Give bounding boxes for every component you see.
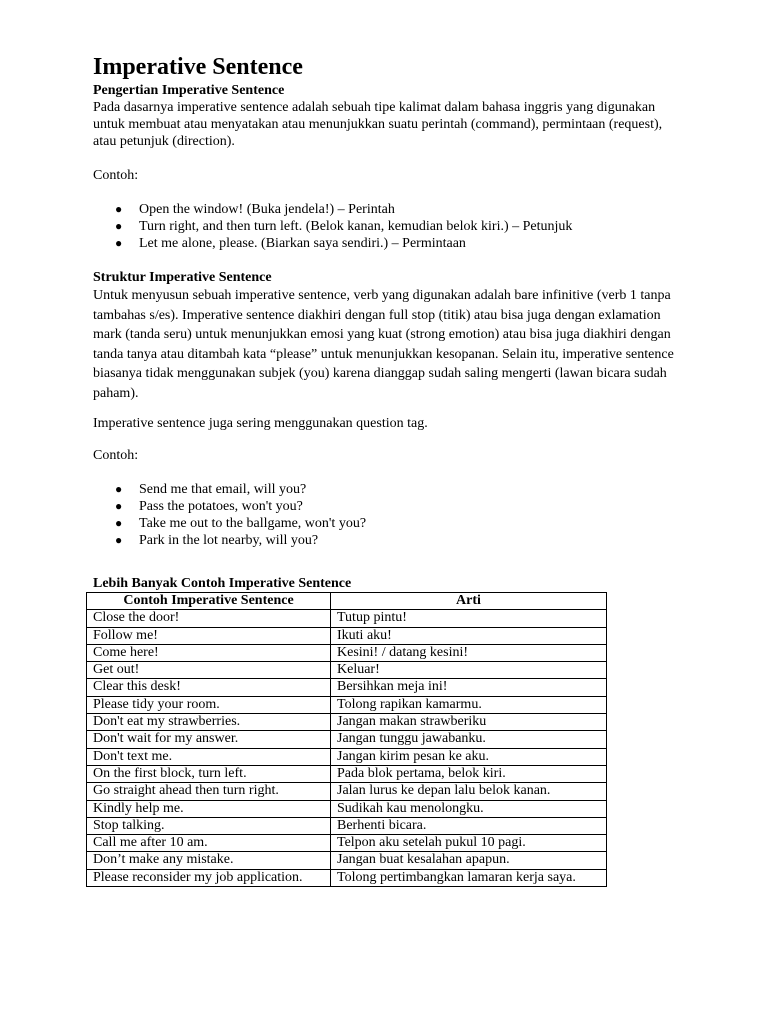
table-row bbox=[87, 731, 607, 748]
table-header-row bbox=[87, 593, 607, 610]
table-cell: Go straight ahead then turn right. bbox=[87, 783, 331, 800]
table-cell: Pada blok pertama, belok kiri. bbox=[331, 765, 607, 782]
list-item: ● Pass the potatoes, won't you? bbox=[115, 499, 303, 514]
table-row bbox=[87, 835, 607, 852]
table-cell: Close the door! bbox=[87, 610, 331, 627]
table-row bbox=[87, 644, 607, 661]
table-row bbox=[87, 765, 607, 782]
table-cell: Bersihkan meja ini! bbox=[331, 679, 607, 696]
bullet-icon: ● bbox=[115, 533, 123, 547]
table-cell: Jangan kirim pesan ke aku. bbox=[331, 748, 607, 765]
list-item: ● Send me that email, will you? bbox=[115, 482, 307, 497]
table-cell: Jangan buat kesalahan apapun. bbox=[331, 852, 607, 869]
table-cell: Stop talking. bbox=[87, 817, 331, 834]
struktur-paragraph: Untuk menyusun sebuah imperative sentence, verb yang digunakan adalah bare infinitive (verb 1 tanpa tambahas s/es). Imperative sentence diakhiri dengan full stop (titik) atau bisa juga dengan exlamation mark (tanda seru) untuk menunjukkan emosi yang kuat (strong emotion) atau bisa juga diakhiri dengan tanda tanya atau ditambah kata “please” untuk menunjukkan kesopanan. Selain itu, imperative sentence biasanya tidak menggunakan subjek (you) karena dianggap sudah saling mengerti (lawan bicara sudah paham). bbox=[93, 288, 674, 401]
table-cell: Kesini! / datang kesini! bbox=[331, 644, 607, 661]
pengertian-paragraph: Pada dasarnya imperative sentence adalah sebuah tipe kalimat dalam bahasa inggris yang digunakan untuk membuat atau menyatakan atau menunjukkan suatu perintah (command), permintaan (request), atau petunjuk (direction). bbox=[93, 100, 663, 149]
table-row bbox=[87, 610, 607, 627]
table-row bbox=[87, 679, 607, 696]
table-cell: On the first block, turn left. bbox=[87, 765, 331, 782]
table-cell: Don't eat my strawberries. bbox=[87, 714, 331, 731]
question-tag-paragraph: Imperative sentence juga sering menggunakan question tag. bbox=[93, 416, 428, 431]
document-title: Imperative Sentence bbox=[93, 54, 303, 80]
table-row bbox=[87, 869, 607, 886]
table-row bbox=[87, 800, 607, 817]
bullet-icon: ● bbox=[115, 202, 123, 216]
table-cell: Jangan makan strawberiku bbox=[331, 714, 607, 731]
table-cell: Kindly help me. bbox=[87, 800, 331, 817]
table-cell: Ikuti aku! bbox=[331, 627, 607, 644]
list-item: ● Turn right, and then turn left. (Belok kanan, kemudian belok kiri.) – Petunjuk bbox=[115, 219, 573, 234]
table-cell: Don't text me. bbox=[87, 748, 331, 765]
table-cell: Don’t make any mistake. bbox=[87, 852, 331, 869]
document-page bbox=[93, 52, 683, 887]
table-row bbox=[87, 852, 607, 869]
examples-table bbox=[86, 592, 607, 887]
table-cell: Call me after 10 am. bbox=[87, 835, 331, 852]
struktur-example-list bbox=[93, 481, 683, 549]
table-cell: Please tidy your room. bbox=[87, 696, 331, 713]
table-cell: Berhenti bicara. bbox=[331, 817, 607, 834]
table-cell: Clear this desk! bbox=[87, 679, 331, 696]
column-header-arti: Arti bbox=[331, 593, 607, 610]
table-row bbox=[87, 817, 607, 834]
table-row bbox=[87, 783, 607, 800]
column-header-sentence: Contoh Imperative Sentence bbox=[87, 593, 331, 610]
table-cell: Don't wait for my answer. bbox=[87, 731, 331, 748]
more-examples-heading: Lebih Banyak Contoh Imperative Sentence bbox=[93, 576, 352, 591]
struktur-heading: Struktur Imperative Sentence bbox=[93, 270, 272, 285]
pengertian-example-list bbox=[93, 201, 683, 252]
table-cell: Get out! bbox=[87, 662, 331, 679]
table-cell: Please reconsider my job application. bbox=[87, 869, 331, 886]
list-item: ● Park in the lot nearby, will you? bbox=[115, 533, 319, 548]
table-cell: Telpon aku setelah pukul 10 pagi. bbox=[331, 835, 607, 852]
table-row bbox=[87, 748, 607, 765]
bullet-icon: ● bbox=[115, 499, 123, 513]
pengertian-heading: Pengertian Imperative Sentence bbox=[93, 83, 285, 98]
table-cell: Jangan tunggu jawabanku. bbox=[331, 731, 607, 748]
list-item: ● Open the window! (Buka jendela!) – Perintah bbox=[115, 202, 395, 217]
table-row bbox=[87, 696, 607, 713]
table-cell: Sudikah kau menolongku. bbox=[331, 800, 607, 817]
table-row bbox=[87, 627, 607, 644]
bullet-icon: ● bbox=[115, 516, 123, 530]
table-cell: Tutup pintu! bbox=[331, 610, 607, 627]
struktur-contoh-label: Contoh: bbox=[93, 448, 139, 463]
list-item: ● Take me out to the ballgame, won't you? bbox=[115, 516, 367, 531]
table-cell: Keluar! bbox=[331, 662, 607, 679]
table-cell: Tolong pertimbangkan lamaran kerja saya. bbox=[331, 869, 607, 886]
table-cell: Jalan lurus ke depan lalu belok kanan. bbox=[331, 783, 607, 800]
table-cell: Follow me! bbox=[87, 627, 331, 644]
bullet-icon: ● bbox=[115, 236, 123, 250]
bullet-icon: ● bbox=[115, 482, 123, 496]
list-item: ● Let me alone, please. (Biarkan saya sendiri.) – Permintaan bbox=[115, 236, 466, 251]
pengertian-contoh-label: Contoh: bbox=[93, 168, 139, 183]
table-cell: Tolong rapikan kamarmu. bbox=[331, 696, 607, 713]
table-row bbox=[87, 662, 607, 679]
table-cell: Come here! bbox=[87, 644, 331, 661]
table-row bbox=[87, 714, 607, 731]
bullet-icon: ● bbox=[115, 219, 123, 233]
